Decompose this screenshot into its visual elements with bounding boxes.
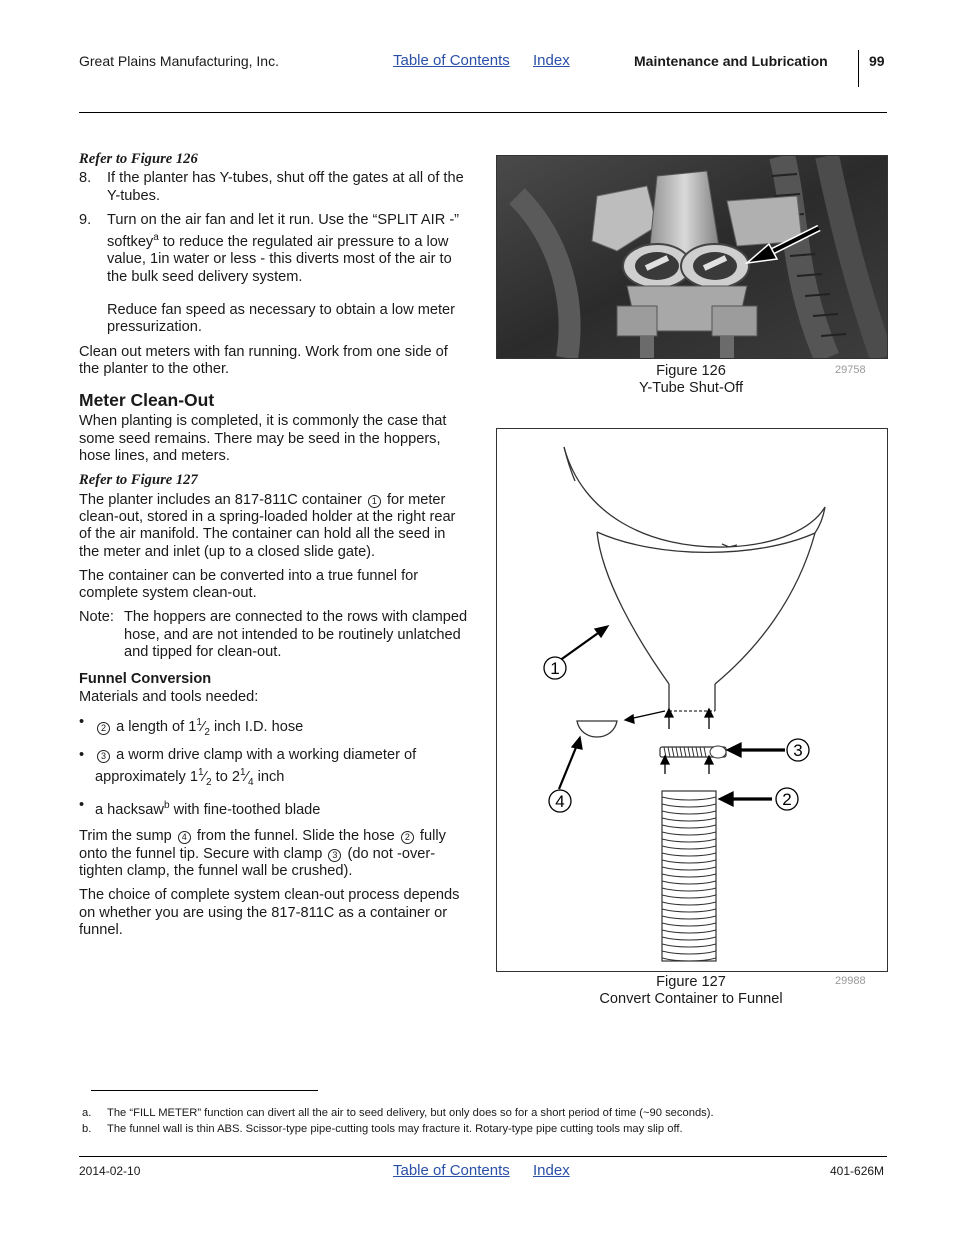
step-9-subtext: Reduce fan speed as necessary to obtain a low meter pressurization. [107,301,456,336]
trim-text-3: fully onto the funnel tip. Secure with clamp [79,828,446,862]
note-label: Note: [79,609,114,626]
section-title: Maintenance and Lubrication [634,53,828,69]
step-8-number: 8. [79,170,92,187]
bullet-hose-part-2: inch I.D. hose [209,718,304,735]
footnote-a [82,1107,714,1119]
footer-toc-link[interactable]: Table of Contents [393,1162,510,1179]
bullet-clamp-part-1: a worm drive clamp with a working diameter of approximately 1 [95,746,417,786]
frac-den: 4 [248,777,254,788]
page-number: 99 [869,53,885,69]
trim-paragraph [79,828,469,880]
step-8-text: If the planter has Y-tubes, shut off the gates at all of the Y-tubes. [107,170,464,204]
refer-figure-127: Refer to Figure 127 [79,472,198,489]
step-9-number: 9. [79,211,92,228]
worm-clamp [660,746,726,758]
bullet-hacksaw-text [95,797,320,819]
header-index-link[interactable]: Index [533,52,570,69]
callout-ref-2: 2 [97,722,110,735]
note [79,609,469,661]
figure-127-caption [571,974,811,1008]
footnote-b [82,1123,683,1135]
bullet-clamp: • 3 a worm drive clamp with a working diameter of approximately $1^1⁄_2$ to $2^1⁄_4$ inch [79,747,469,791]
trim-text-2: from the funnel. Slide the hose [196,828,395,845]
bullet-hose-part-1: a length of 1 [116,718,197,735]
container-text-1: The planter includes an 817-811C container [79,491,362,508]
header-toc-link[interactable]: Table of Contents [393,52,510,69]
footnote-rule [91,1090,318,1091]
bullet-clamp-part-2: inch [253,769,285,786]
container-text-2: for meter clean-out, stored in a spring-loaded holder at the right rear of the air manifold. The container can hold all the seed in the meter and inlet (up to a closed slide gate). [79,491,456,560]
fraction-1-2b: $^1⁄_2$ [198,767,212,788]
callout-4: 4 [555,792,565,811]
figure-127-label: Figure 127 [656,974,726,990]
trim-text-1: Trim the sump [79,828,172,845]
bullet-hose-text [95,714,303,741]
figure-126-number: 29758 [835,364,866,376]
bullet-hacksaw-part-2: with fine-toothed blade [169,802,321,819]
frac-num: 1 [198,767,204,779]
footer-date: 2014-02-10 [79,1164,141,1178]
frac-num: 1 [240,767,246,779]
bullet-hacksaw-part-1: a hacksaw [95,802,164,819]
hose [662,791,716,961]
bullet-hacksaw: • a hacksaw$^b$ with fine-toothed blade [79,797,321,819]
step-9-body [107,212,469,286]
figure-127-number: 29988 [835,975,866,987]
refer-figure-126: Refer to Figure 126 [79,151,198,167]
choice-paragraph: The choice of complete system clean-out process depends on whether you are using the 817-811C as a container or funnel. [79,887,460,938]
figure-127-drawing [496,428,888,972]
sump-piece [577,721,617,737]
callout-ref-1: 1 [368,495,381,508]
container-paragraph [79,492,469,561]
trim-text-4: (do not -over-tighten clamp, the funnel wall be crushed). [79,845,436,880]
clean-out-paragraph: Clean out meters with fan running. Work from one side of the planter to the other. [79,343,448,377]
footer-doc-number: 401-626M [830,1164,885,1178]
company-name: Great Plains Manufacturing, Inc. [79,53,279,69]
fraction-1-2: $^1⁄_2$ [196,716,210,738]
callout-ref-3: 3 [97,750,110,763]
footnote-a-text: The “FILL METER” function can divert all the air to seed delivery, but only does so for a short period of time (~90 seconds). [107,1107,714,1119]
materials-label: Materials and tools needed: [79,688,259,705]
footnote-b-label: b. [82,1123,92,1135]
footnote-a-label: a. [82,1107,92,1119]
frac-num: 1 [196,716,202,728]
footer-index-link[interactable]: Index [533,1162,570,1179]
bullet-clamp-text [95,747,469,791]
step-9-text-1: Turn on the air fan and let it run. Use the “SPLIT AIR -” softkey [107,211,460,251]
callout-ref-3b: 3 [328,849,341,862]
step-8 [79,170,469,205]
funnel-conversion-heading: Funnel Conversion [79,671,212,688]
y-tube-photo-illustration [497,156,887,358]
footnote-ref-b[interactable]: b [163,800,170,812]
callout-1: 1 [550,659,560,678]
footer-rule [79,1156,887,1157]
step-9 [79,212,469,286]
bullet-hose: • 2 a length of $1^1⁄_2$ inch I.D. hose [79,714,469,741]
note-text: The hoppers are connected to the rows with clamped hose, and are not intended to be routinely unlatched and tipped for clean-out. [124,609,468,660]
footnote-b-text: The funnel wall is thin ABS. Scissor-type pipe-cutting tools may fracture it. Rotary-type pipe cutting tools may slip off. [107,1123,683,1135]
callout-3: 3 [793,741,803,760]
funnel-illustration [497,429,887,971]
frac-den: 2 [206,777,212,788]
fraction-1-4: $^1⁄_4$ [240,767,254,788]
callout-2: 2 [782,790,792,809]
figure-127-title: Convert Container to Funnel [599,991,783,1007]
frac-den: 2 [204,726,210,738]
header-rule [79,112,887,113]
meter-cleanout-paragraph: When planting is completed, it is commonly the case that some seed remains. There may be seed in the hoppers, hose lines, and meters. [79,413,447,465]
figure-126-title: Y-Tube Shut-Off [638,380,744,396]
convert-paragraph: The container can be converted into a true funnel for complete system clean-out. [79,567,419,602]
callout-ref-2b: 2 [401,831,414,844]
figure-126-photo [496,155,888,359]
footnote-ref-a[interactable]: a [153,232,159,244]
bullet-clamp-mid: to 2 [211,769,240,786]
meter-cleanout-heading: Meter Clean-Out [79,390,215,411]
figure-126-caption [596,363,786,397]
header-divider [858,50,859,87]
step-9-text-2: to reduce the regulated air pressure to a low value, 1in water or less - this diverts most of the air to the bulk seed delivery system. [107,234,452,285]
callout-ref-4: 4 [178,831,191,844]
figure-126-label: Figure 126 [656,363,726,379]
left-column [79,151,469,946]
